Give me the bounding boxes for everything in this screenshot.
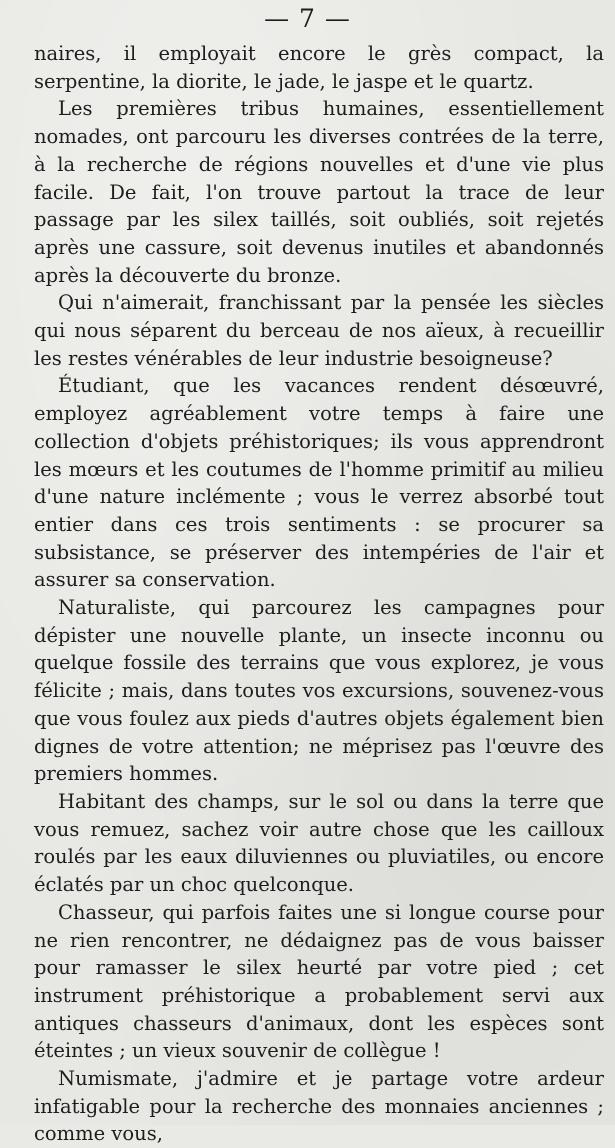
paragraph-numismate: Numismate, j'admire et je partage votre ardeur infatigable pour la recherche des monnaies anciennes ; comme vous, [34,1067,604,1146]
page-number: — 7 — [264,4,351,33]
paragraph-chasseur: Chasseur, qui parfois faites une si longue course pour ne rien rencontrer, ne dédaignez pas de vous baisser pour ramasser le silex heurté par votre pied ; cet instrument préhistorique a probablement servi aux antiques chasseurs d'animaux, dont les espèces sont éteintes ; un vieux souvenir de collègue ! [34,900,604,1063]
paragraph-etudiant: Étudiant, que les vacances rendent désœuvré, employez agréablement votre temps à faire une collection d'objets préhistoriques; ils vous apprendront les mœurs et les coutumes de l'homme primitif au milieu d'une nature inclémente ; vous le verrez absorbé tout entier dans ces trois sentiments : se procurer sa subsistance, se préserver des intempéries de l'air et assurer sa conservation. [34,374,604,592]
paragraph-continuation: naires, il employait encore le grès compact, la serpentine, la diorite, le jade, le jaspe et le quartz. [34,42,604,93]
paragraph-tribus: Les premières tribus humaines, essentiellement nomades, ont parcouru les diverses contrées de la terre, à la recherche de régions nouvelles et d'une vie plus facile. De fait, l'on trouve partout la trace de leur passage par les silex taillés, soit oubliés, soit rejetés après une cassure, soit devenus inutiles et abandonnés après la découverte du bronze. [34,97,604,287]
paragraph-naturaliste: Naturaliste, qui parcourez les campagnes pour dépister une nouvelle plante, un insecte inconnu ou quelque fossile des terrains que vous explorez, je vous félicite ; mais, dans toutes vos excursions, souvenez-vous que vous foulez aux pieds d'autres objets également bien dignes de votre attention; ne méprisez pas l'œuvre des premiers hommes. [34,596,604,786]
page-body [34,40,604,1148]
paragraph-aieux: Qui n'aimerait, franchissant par la pensée les siècles qui nous séparent du berceau de nos aïeux, à recueillir les restes vénérables de leur industrie besoigneuse? [34,291,604,370]
paragraph-habitant: Habitant des champs, sur le sol ou dans la terre que vous remuez, sachez voir autre chose que les cailloux roulés par les eaux diluviennes ou pluviatiles, ou encore éclatés par un choc quelconque. [34,789,604,897]
